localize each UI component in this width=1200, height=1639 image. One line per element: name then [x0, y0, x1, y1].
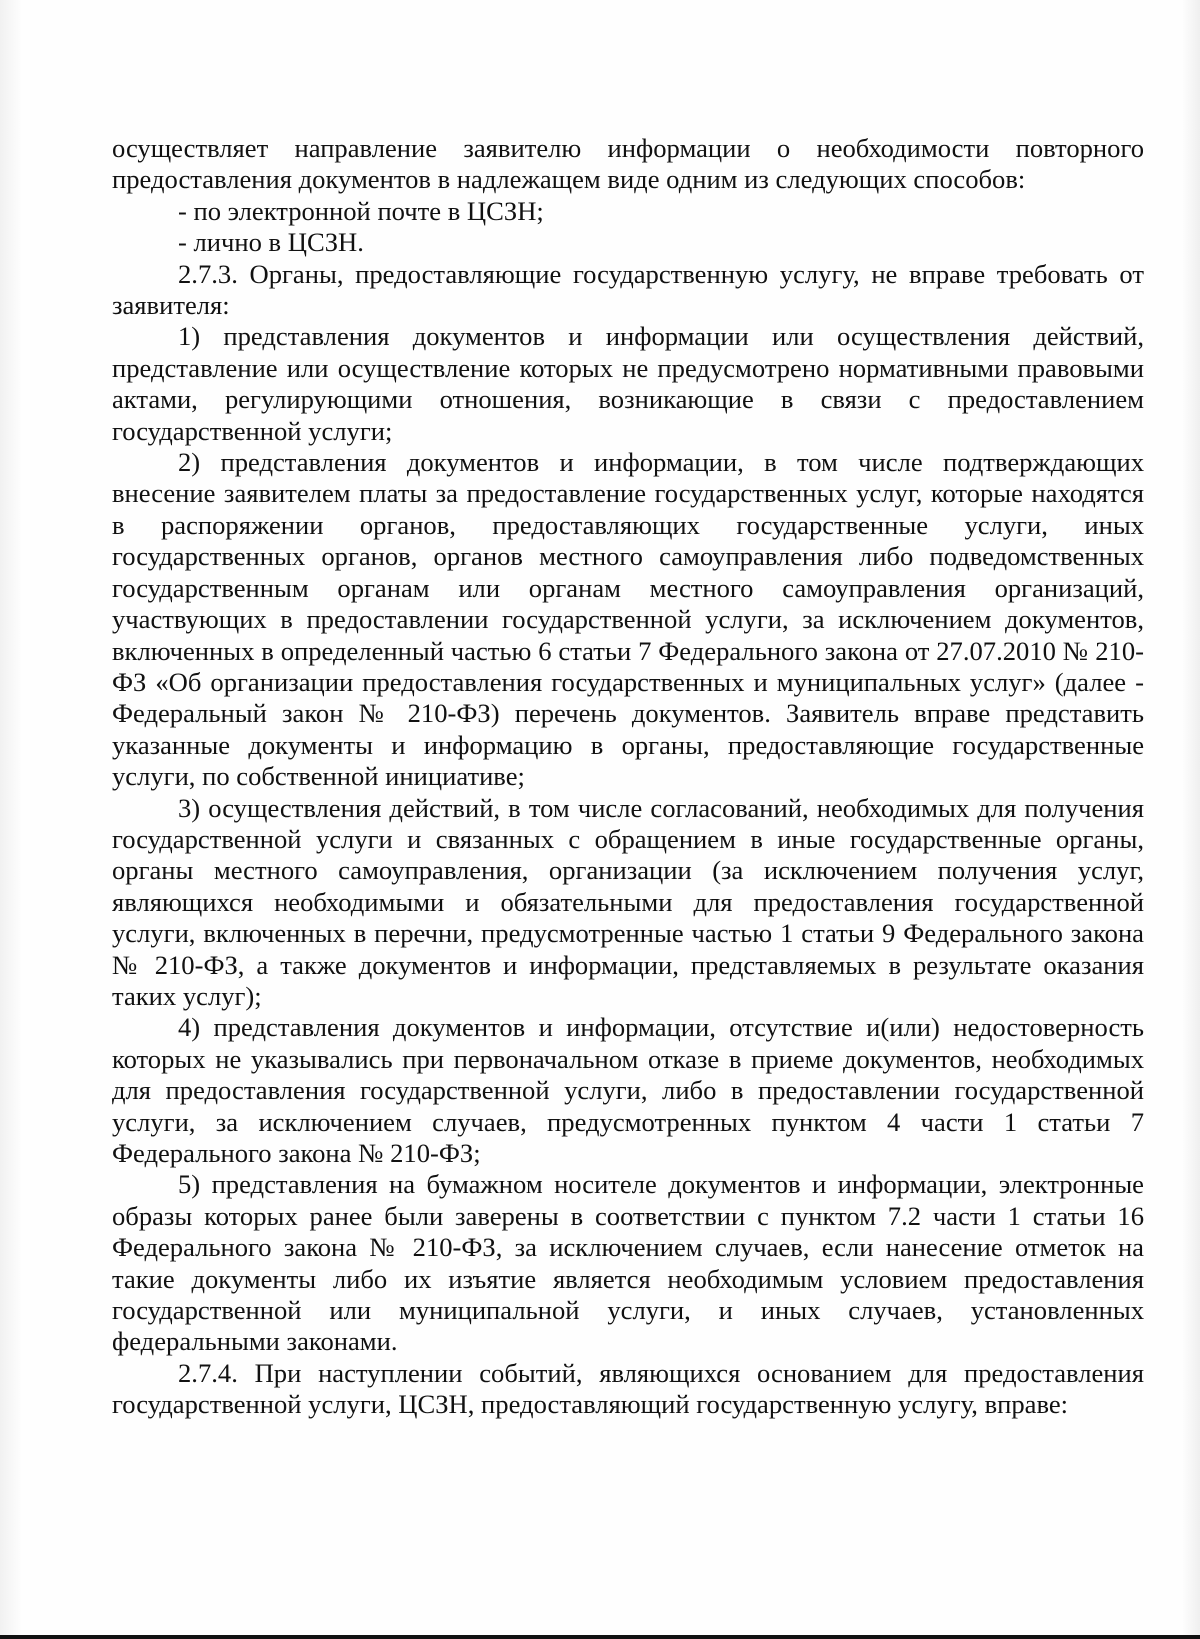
clause-item-4: 4) представления документов и информации, отсутствие и(или) недостоверность которых не указывались при первоначальном отказе в приеме документов, необходимых для предоставления государственной услуги, либо в предоставлении государственной услуги, за исключением случаев, предусмотренных пунктом 4 части 1 статьи 7 Федерального закона № 210-ФЗ; — [112, 1012, 1144, 1168]
paragraph-continuation: осуществляет направление заявителю информации о необходимости повторного предоставления документов в надлежащем виде одним из следующих способов: — [112, 133, 1144, 195]
clause-item-2: 2) представления документов и информации, в том числе подтверждающих внесение заявителем платы за предоставление государственных услуг, которые находятся в распоряжении органов, предоставляющих государственные услуги, иных государственных органов, органов местного самоуправления либо подведомственных государственным органам или органам местного самоуправления организаций, участвующих в предоставлении государственной услуги, за исключением документов, включенных в определенный частью 6 статьи 7 Федерального закона от 27.07.2010 № 210-ФЗ «Об организации предоставления государственных и муниципальных услуг» (далее - Федеральный закон № 210-ФЗ) перечень документов. Заявитель вправе представить указанные документы и информацию в органы, предоставляющие государственные услуги, по собственной инициативе; — [112, 447, 1144, 792]
clause-2-7-3: 2.7.3. Органы, предоставляющие государственную услугу, не вправе требовать от заявителя: — [112, 258, 1144, 321]
list-item-email: - по электронной почте в ЦСЗН; — [178, 195, 544, 226]
clause-2-7-4: 2.7.4. При наступлении событий, являющихся основанием для предоставления государственной услуги, ЦСЗН, предоставляющий государственную услугу, вправе: — [112, 1357, 1144, 1420]
clause-item-5: 5) представления на бумажном носителе документов и информации, электронные образы которых ранее были заверены в соответствии с пунктом 7.2 части 1 статьи 16 Федерального закона № 210-ФЗ, за исключением случаев, если нанесение отметок на такие документы либо их изъятие является необходимым условием предоставления государственной или муниципальной услуги, и иных случаев, установленных федеральными законами. — [112, 1169, 1144, 1357]
list-item-in-person: - лично в ЦСЗН. — [178, 227, 364, 258]
page-right-edge-shadow — [1182, 0, 1200, 1639]
document-body — [112, 133, 1144, 1421]
page-left-edge-shadow — [0, 0, 22, 1639]
scan-bottom-edge — [0, 1635, 1200, 1639]
clause-item-3: 3) осуществления действий, в том числе согласований, необходимых для получения государственной услуги и связанных с обращением в иные государственные органы, органы местного самоуправления, организации (за исключением получения услуг, являющихся необходимыми и обязательными для предоставления государственной услуги, включенных в перечни, предусмотренные частью 1 статьи 9 Федерального закона № 210-ФЗ, а также документов и информации, представляемых в результате оказания таких услуг); — [112, 792, 1144, 1011]
clause-item-1: 1) представления документов и информации или осуществления действий, представление или осуществление которых не предусмотрено нормативными правовыми актами, регулирующими отношения, возникающие в связи с предоставлением государственной услуги; — [112, 321, 1144, 446]
